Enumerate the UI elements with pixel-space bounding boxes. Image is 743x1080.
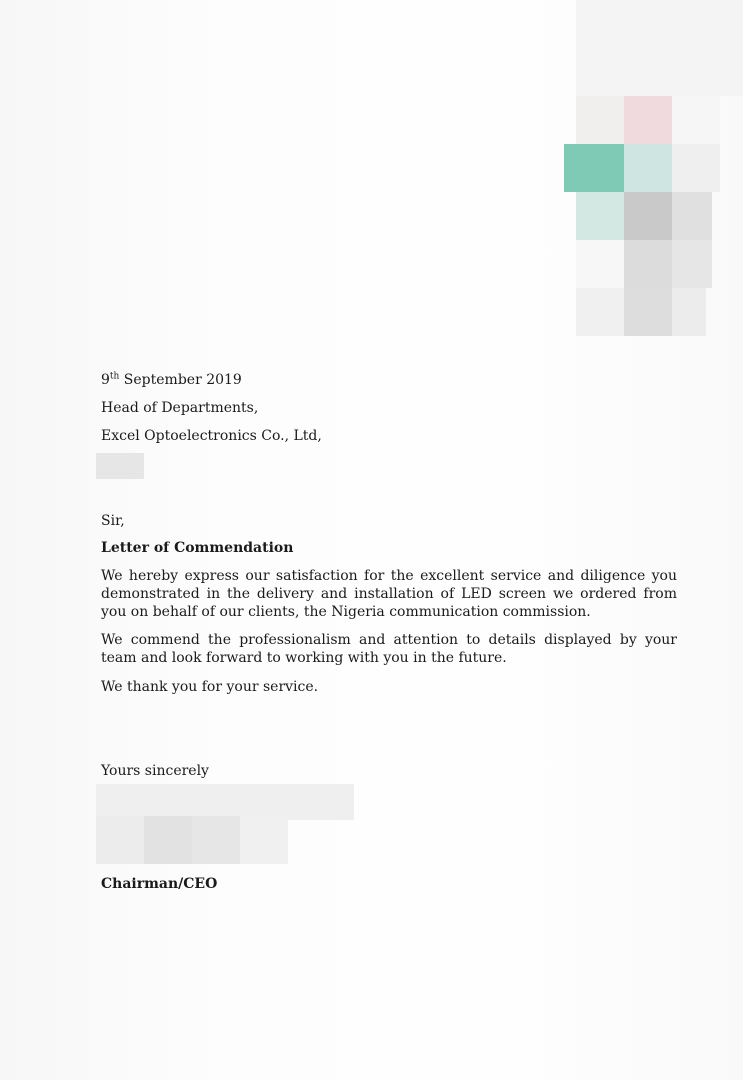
logo-tile [672,96,720,144]
signatory-title: Chairman/CEO [101,876,218,892]
logo-tile [576,96,624,144]
recipient-line-2: Excel Optoelectronics Co., Ltd, [101,428,322,444]
logo-tile [672,288,706,336]
letter-date [101,371,242,389]
signature-tile [144,816,192,864]
logo-tile [672,144,720,192]
salutation: Sir, [101,513,125,529]
recipient-line-1: Head of Departments, [101,400,259,416]
body-paragraph-1: We hereby express our satisfaction for the excellent service and diligence you demonstrated in the delivery and installation of LED screen we ordered from you on behalf of our clients, the Nigeria communication commission. [101,568,677,620]
logo-tile [624,144,672,192]
redacted-signature [96,780,356,864]
date-day: 9 [101,372,110,388]
logo-tile [672,240,712,288]
header-redacted-area [576,0,743,96]
date-rest: September 2019 [119,372,242,388]
logo-tile [576,240,624,288]
logo-tile [672,192,712,240]
redacted-logo [576,96,720,336]
logo-tile [564,144,624,192]
logo-tile [576,192,624,240]
signature-tile [96,816,144,864]
logo-tile [576,288,624,336]
redacted-address [96,453,144,479]
subject-heading: Letter of Commendation [101,540,294,556]
closing: Yours sincerely [101,763,209,779]
signature-tile [192,816,240,864]
body-paragraph-2: We commend the professionalism and attention to details displayed by your team and look forward to working with you in the future. [101,632,677,666]
date-suffix: th [109,371,120,382]
logo-tile [624,240,672,288]
signature-tile [240,816,288,864]
logo-tile [624,96,672,144]
logo-tile [624,288,672,336]
logo-tile [624,192,672,240]
body-paragraph-3: We thank you for your service. [101,679,319,695]
signature-tile [96,784,354,820]
